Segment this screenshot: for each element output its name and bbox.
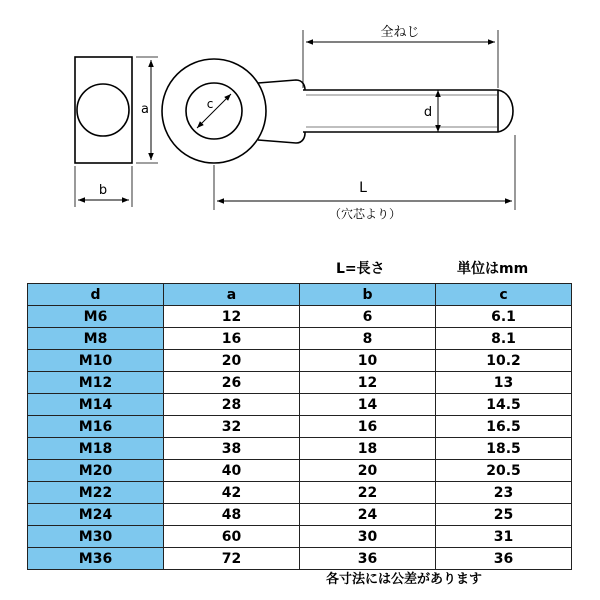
- table-row: [28, 482, 572, 504]
- value-cell: 36: [300, 548, 436, 570]
- value-cell: 30: [300, 526, 436, 548]
- value-cell: 10.2: [436, 350, 572, 372]
- label-a: a: [141, 102, 149, 117]
- value-cell: 22: [300, 482, 436, 504]
- value-cell: 18: [300, 438, 436, 460]
- value-cell: 48: [164, 504, 300, 526]
- value-cell: 18.5: [436, 438, 572, 460]
- table-row: [28, 504, 572, 526]
- eye-bolt-drawing: [0, 0, 600, 250]
- table-header-row: [28, 284, 572, 306]
- value-cell: 40: [164, 460, 300, 482]
- size-cell: M16: [28, 416, 164, 438]
- label-L: L: [359, 180, 367, 196]
- value-cell: 14.5: [436, 394, 572, 416]
- value-cell: 6.1: [436, 306, 572, 328]
- value-cell: 24: [300, 504, 436, 526]
- col-header-d: d: [28, 284, 164, 306]
- value-cell: 26: [164, 372, 300, 394]
- length-note: L=長さ: [336, 261, 385, 277]
- label-b: b: [98, 183, 108, 198]
- table-row: [28, 394, 572, 416]
- tolerance-footnote: 各寸法には公差があります: [326, 572, 483, 587]
- value-cell: 72: [164, 548, 300, 570]
- size-cell: M8: [28, 328, 164, 350]
- size-cell: M6: [28, 306, 164, 328]
- size-cell: M14: [28, 394, 164, 416]
- value-cell: 23: [436, 482, 572, 504]
- size-cell: M20: [28, 460, 164, 482]
- value-cell: 16: [164, 328, 300, 350]
- dimension-table: [27, 283, 572, 570]
- size-cell: M30: [28, 526, 164, 548]
- table-row: [28, 548, 572, 570]
- value-cell: 25: [436, 504, 572, 526]
- size-cell: M22: [28, 482, 164, 504]
- value-cell: 12: [300, 372, 436, 394]
- size-cell: M36: [28, 548, 164, 570]
- value-cell: 20.5: [436, 460, 572, 482]
- label-L-note: （穴芯より）: [328, 207, 402, 221]
- size-cell: M10: [28, 350, 164, 372]
- table-row: [28, 372, 572, 394]
- unit-note: 単位はmm: [457, 261, 529, 277]
- col-header-b: b: [300, 284, 436, 306]
- table-row: [28, 306, 572, 328]
- value-cell: 13: [436, 372, 572, 394]
- value-cell: 20: [164, 350, 300, 372]
- value-cell: 12: [164, 306, 300, 328]
- side-view: [75, 57, 132, 163]
- table-row: [28, 460, 572, 482]
- value-cell: 8: [300, 328, 436, 350]
- label-full-thread: 全ねじ: [380, 25, 420, 40]
- table-row: [28, 416, 572, 438]
- value-cell: 60: [164, 526, 300, 548]
- value-cell: 28: [164, 394, 300, 416]
- table-row: [28, 438, 572, 460]
- size-cell: M12: [28, 372, 164, 394]
- value-cell: 8.1: [436, 328, 572, 350]
- value-cell: 16.5: [436, 416, 572, 438]
- value-cell: 20: [300, 460, 436, 482]
- label-d: d: [423, 105, 433, 120]
- size-cell: M18: [28, 438, 164, 460]
- value-cell: 6: [300, 306, 436, 328]
- value-cell: 36: [436, 548, 572, 570]
- table-row: [28, 526, 572, 548]
- table-row: [28, 328, 572, 350]
- value-cell: 32: [164, 416, 300, 438]
- value-cell: 16: [300, 416, 436, 438]
- value-cell: 38: [164, 438, 300, 460]
- col-header-a: a: [164, 284, 300, 306]
- value-cell: 10: [300, 350, 436, 372]
- value-cell: 31: [436, 526, 572, 548]
- table-row: [28, 350, 572, 372]
- value-cell: 42: [164, 482, 300, 504]
- col-header-c: c: [436, 284, 572, 306]
- size-cell: M24: [28, 504, 164, 526]
- label-c: c: [206, 97, 214, 111]
- value-cell: 14: [300, 394, 436, 416]
